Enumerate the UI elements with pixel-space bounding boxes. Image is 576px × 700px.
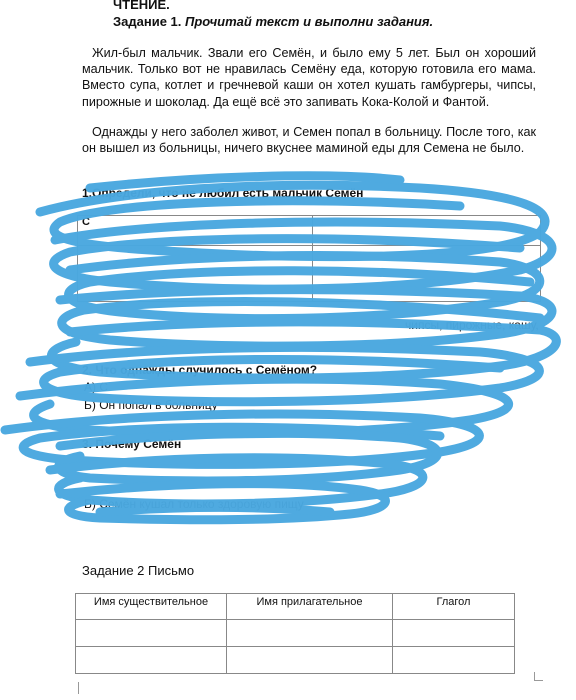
answer-option-b: Б) Он попал в больницу xyxy=(84,398,218,412)
task1-instruction: Прочитай текст и выполни задания. xyxy=(185,14,434,29)
word-classification-table xyxy=(75,593,515,674)
question-2: 2. Что однажды случилось с Семёном? xyxy=(82,363,318,377)
table-cell[interactable] xyxy=(393,620,515,647)
section-title: ЧТЕНИЕ. xyxy=(113,0,170,12)
table-cell[interactable] xyxy=(76,647,227,674)
story-paragraph-2: Однажды у него заболел живот, и Семен попал в больницу. После того, как он вышел из больницы, ничего вкуснее маминой еды для Семена не было. xyxy=(82,125,536,156)
table-cell[interactable] xyxy=(393,647,515,674)
column-header-noun: Имя существительное xyxy=(76,594,227,620)
margin-mark-bottom-left xyxy=(70,682,79,694)
table-cell[interactable] xyxy=(76,620,227,647)
task2-title: Задание 2 Письмо xyxy=(82,563,195,578)
task1-label: Задание 1. xyxy=(113,14,182,29)
column-header-adjective: Имя прилагательное xyxy=(227,594,393,620)
table-cell[interactable] xyxy=(227,647,393,674)
column-header-verb: Глагол xyxy=(393,594,515,620)
answer-option-a: А) С xyxy=(84,380,108,394)
question-3: 3. Почему Семён xyxy=(82,437,182,451)
story-paragraph-1: Жил-был мальчик. Звали его Семён, и было ему 5 лет. Был он хороший мальчик. Только вот не нравилась Семёну еда, которую готовила его мама. Вместо супа, котлет и гречневой каши он хотел кушать гамбургеры, чипсы, пирожные и шоколад. Да ещё всё это запивать Кока-Колой и Фантой. xyxy=(82,46,536,109)
margin-mark-bottom-right xyxy=(534,672,543,681)
scribble-stroke xyxy=(100,508,330,513)
question-1: 1.Определи, что не любил есть мальчик Семён xyxy=(82,186,364,200)
answer-option-c: Б) Семён кушал только здоровую пищу xyxy=(84,497,304,511)
answer-fragment: чипсы, пирожные, кашу, xyxy=(405,318,539,332)
q1-table-header-fragment: С xyxy=(82,216,90,228)
table-cell[interactable] xyxy=(227,620,393,647)
